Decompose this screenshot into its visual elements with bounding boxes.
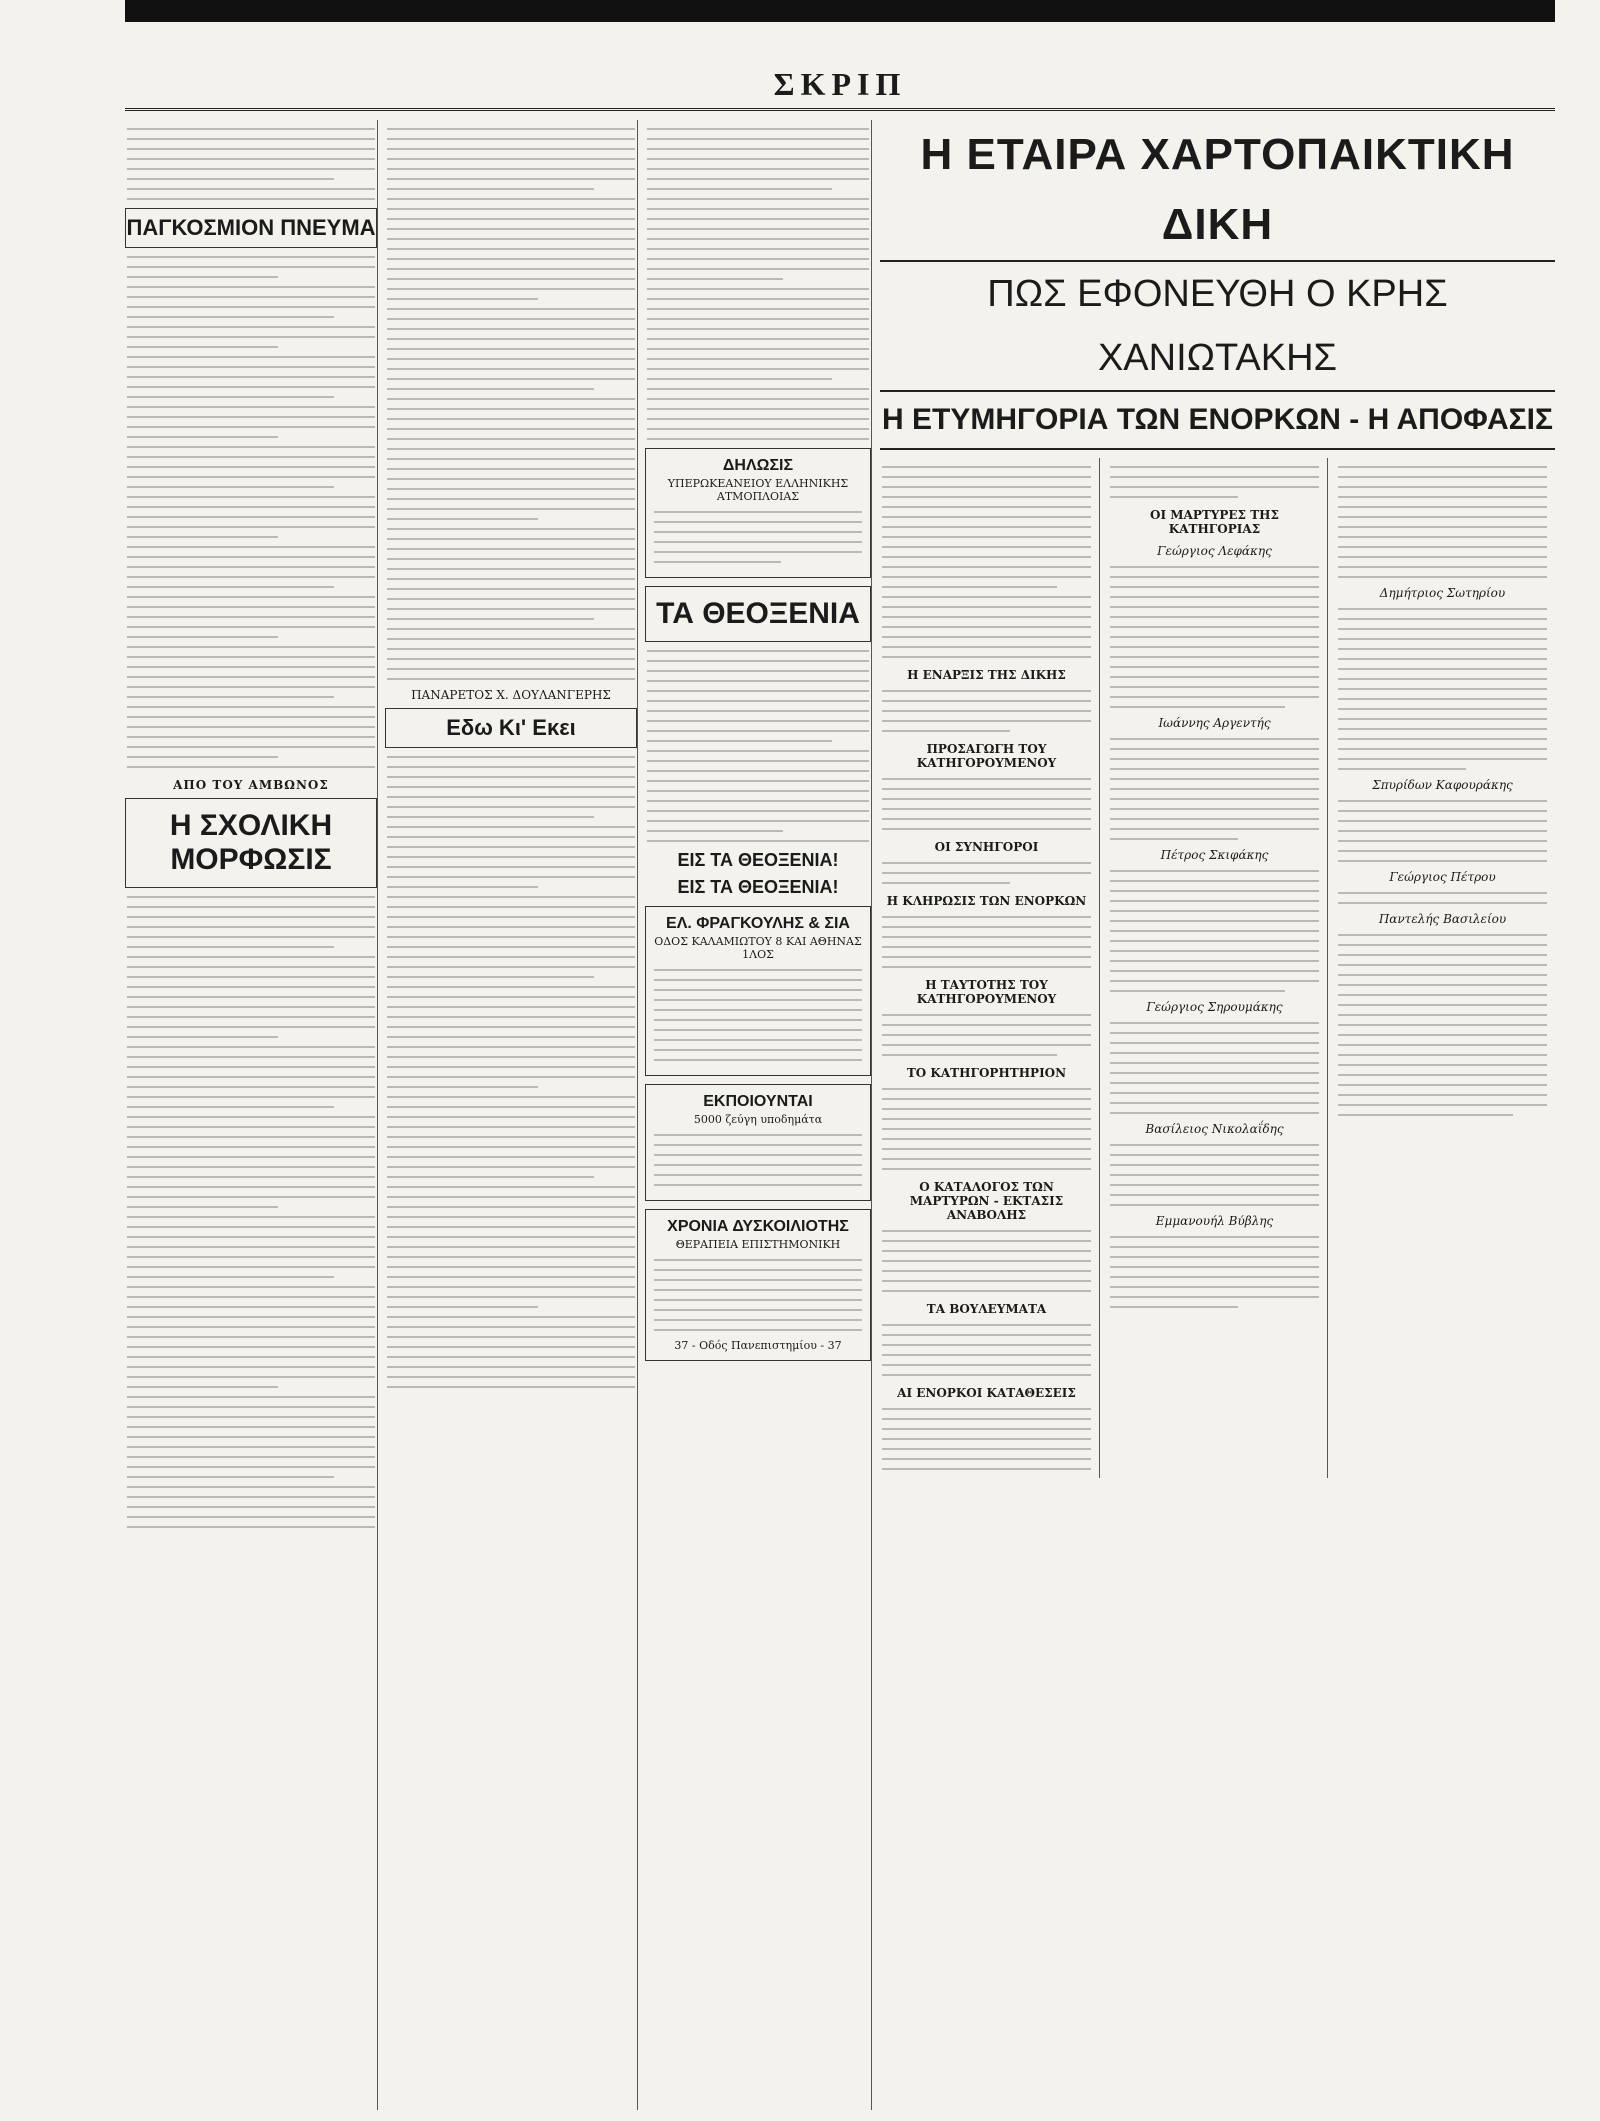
witness-name: Βασίλειος Νικολαΐδης — [1145, 1122, 1284, 1136]
witness-name: Γεώργιος Λεφάκης — [1157, 544, 1272, 558]
ad-title: ΕΛ. ΦΡΑΓΚΟΥΛΗΣ & ΣΙΑ — [666, 915, 850, 932]
witness-name: Παντελής Βασιλείου — [1378, 912, 1507, 926]
section-heading: Η ΕΝΑΡΞΙΣ ΤΗΣ ΔΙΚΗΣ — [907, 668, 1066, 682]
lead-headline: Η ΕΤΑΙΡΑ ΧΑΡΤΟΠΑΙΚΤΙΚΗ ΔΙΚΗ — [880, 120, 1555, 262]
author-signature: ΠΑΝΑΡΕΤΟΣ Χ. ΔΟΥΛΑΝΓΕΡΗΣ — [411, 688, 611, 702]
address-footer: 37 - Οδός Πανεπιστημίου - 37 — [674, 1339, 842, 1352]
health-subtitle: ΘΕΡΑΠΕΙΑ ΕΠΙΣΤΗΜΟΝΙΚΗ — [675, 1238, 841, 1251]
sale-box — [645, 1084, 871, 1201]
section-heading: Η ΚΛΗΡΩΣΙΣ ΤΩΝ ΕΝΟΡΚΩΝ — [886, 894, 1087, 908]
text-block — [125, 896, 377, 1528]
article-heading: Η ΣΧΟΛΙΚΗ ΜΟΡΦΩΣΙΣ — [125, 798, 377, 888]
section-heading: ΠΑΓΚΟΣΜΙΟΝ ΠΝΕΥΜΑ — [125, 208, 377, 248]
text-block — [645, 128, 871, 440]
witness-name: Δημήτριος Σωτηρίου — [1379, 586, 1506, 600]
text-block — [125, 128, 377, 200]
section-heading: ΤΑ ΒΟΥΛΕΥΜΑΤΑ — [926, 1302, 1047, 1316]
section-heading: ΠΡΟΣΑΓΩΓΗ ΤΟΥ ΚΑΤΗΓΟΡΟΥΜΕΝΟΥ — [916, 742, 1057, 770]
health-box — [645, 1209, 871, 1361]
sale-title: ΕΚΠΟΙΟΥΝΤΑΙ — [703, 1093, 813, 1110]
witness-name: Γεώργιος Σηρουμάκης — [1146, 1000, 1283, 1014]
column-3 — [645, 120, 872, 2110]
section-heading: ΤΟ ΚΑΤΗΓΟΡΗΤΗΡΙΟΝ — [906, 1066, 1067, 1080]
section-label: ΑΠΟ ΤΟΥ ΑΜΒΩΝΟΣ — [173, 778, 329, 792]
section-heading: Ο ΚΑΤΑΛΟΓΟΣ ΤΩΝ ΜΑΡΤΥΡΩΝ - ΕΚΤΑΣΙΣ ΑΝΑΒΟΛΗΣ — [909, 1180, 1064, 1222]
lead-columns — [880, 458, 1555, 1478]
masthead — [125, 60, 1555, 111]
top-rule — [125, 0, 1555, 22]
ad-address: ΟΔΟΣ ΚΑΛΑΜΙΩΤΟΥ 8 ΚΑΙ ΑΘΗΝΑΣ 1ΛΟΣ — [654, 935, 862, 961]
newspaper-title: ΣΚΡΙΠ — [773, 66, 907, 102]
notice-box — [645, 448, 871, 578]
lead-subheadline: ΠΩΣ ΕΦΟΝΕΥΘΗ Ο ΚΡΗΣ ΧΑΝΙΩΤΑΚΗΣ — [880, 262, 1555, 392]
column-1 — [125, 120, 378, 2110]
witness-name: Ιωάννης Αργεντής — [1158, 716, 1271, 730]
witness-name: Εμμανουήλ Βύβλης — [1155, 1214, 1274, 1228]
lead-column-3 — [1336, 458, 1555, 1478]
notice-subtitle: ΥΠΕΡΩΚΕΑΝΕΙΟΥ ΕΛΛΗΝΙΚΗΣ ΑΤΜΟΠΛΟΙΑΣ — [667, 477, 849, 503]
section-heading: Εδω Κι' Εκει — [385, 708, 637, 748]
banner-title: ΤΑ ΘΕΟΞΕΝΙΑ — [645, 586, 871, 642]
health-title: ΧΡΟΝΙΑ ΔΥΣΚΟΙΛΙΟΤΗΣ — [667, 1218, 849, 1235]
text-block — [385, 128, 637, 680]
column-2 — [385, 120, 638, 2110]
section-heading: Η ΤΑΥΤΟΤΗΣ ΤΟΥ ΚΑΤΗΓΟΡΟΥΜΕΝΟΥ — [916, 978, 1057, 1006]
lead-column-1 — [880, 458, 1100, 1478]
notice-title: ΔΗΛΩΣΙΣ — [722, 457, 794, 474]
section-heading: ΑΙ ΕΝΟΡΚΟΙ ΚΑΤΑΘΕΣΕΙΣ — [897, 1386, 1076, 1400]
lead-story — [880, 120, 1555, 2110]
ad-box — [645, 906, 871, 1076]
text-block — [645, 650, 871, 842]
text-block — [385, 756, 637, 1388]
section-heading: ΟΙ ΣΥΝΗΓΟΡΟΙ — [934, 840, 1039, 854]
witness-name: Γεώργιος Πέτρου — [1389, 870, 1496, 884]
banner-repeat: ΕΙΣ ΤΑ ΘΕΟΞΕΝΙΑ! — [677, 877, 839, 897]
banner-repeat: ΕΙΣ ΤΑ ΘΕΟΞΕΝΙΑ! — [677, 850, 839, 870]
text-block — [125, 256, 377, 768]
lead-column-2 — [1108, 458, 1328, 1478]
witness-name: Πέτρος Σκιφάκης — [1160, 848, 1269, 862]
lead-deck: Η ΕΤΥΜΗΓΟΡΙΑ ΤΩΝ ΕΝΟΡΚΩΝ - Η ΑΠΟΦΑΣΙΣ — [880, 392, 1555, 450]
witness-name: Σπυρίδων Καφουράκης — [1372, 778, 1513, 792]
section-heading: ΟΙ ΜΑΡΤΥΡΕΣ ΤΗΣ ΚΑΤΗΓΟΡΙΑΣ — [1150, 508, 1279, 536]
sale-subtitle: 5000 ζεύγη υποδημάτα — [693, 1113, 823, 1126]
